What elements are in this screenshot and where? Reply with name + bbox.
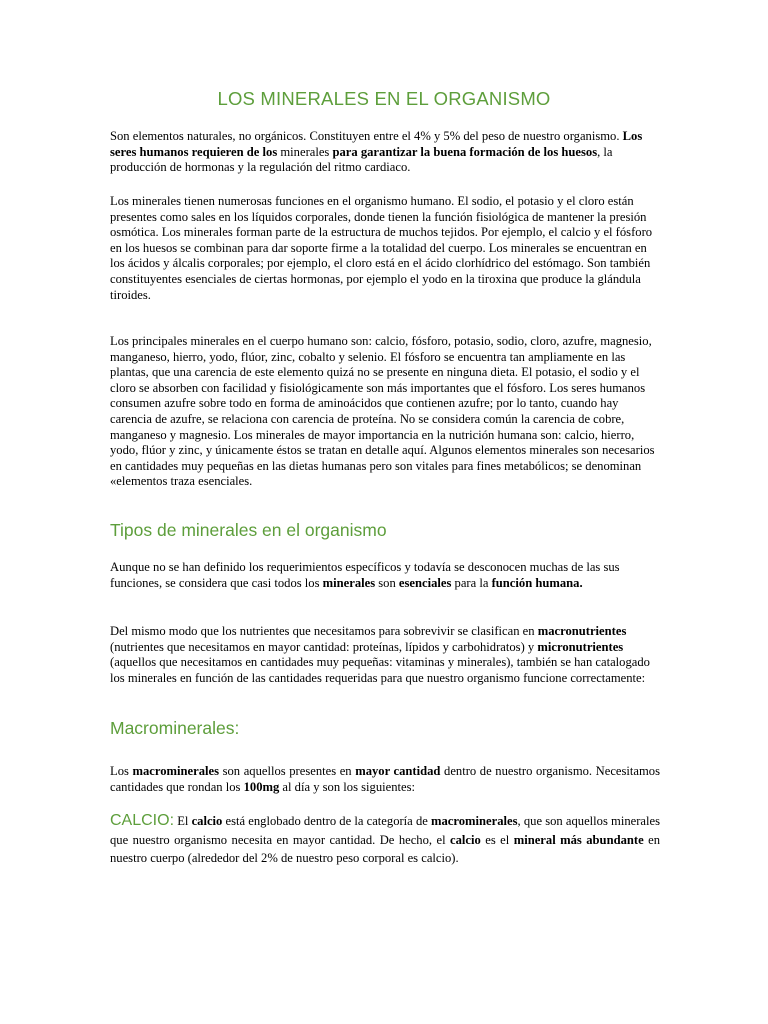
bold-text: macrominerales [431,814,518,828]
document-title: LOS MINERALES EN EL ORGANISMO [217,88,551,109]
text-run: al día y son los siguientes: [279,779,416,794]
text-run: minerales [277,144,333,159]
bold-text: macronutrientes [537,624,627,638]
section-heading-macrominerales: Macrominerales: [110,718,240,738]
bold-text: 100mg [243,779,280,794]
text-run: para la [451,575,492,590]
text-run: Los [110,764,133,778]
bold-text: calcio [450,832,481,847]
text-run: es el [480,832,514,847]
bold-text: mayor cantidad [355,764,441,778]
calcio-label: CALCIO: [110,812,175,829]
bold-text: función humana. [491,575,583,590]
functions-paragraph: Los minerales tienen numerosas funciones en el organismo humano. El sodio, el potasio y el cloro están presentes como sales en los líquidos corporales, donde tienen la función fisiológica de mantener la presión osmótica. Los minerales forman parte de la estructura de muchos tejidos. Por ejemplo, el calcio y el fósforo en los huesos se combinan para dar soporte firme a la totalidad del cuerpo. Los minerales se encuentran en los ácidos y álcalis corporales; por ejemplo, el cloro está en el ácido clorhídrico del estómago. Son también constituyentes esenciales de ciertas hormonas, por ejemplo el yodo en la tiroxina que produce la glándula tiroides. [110,194,653,302]
classification-paragraph [110,624,660,686]
intro-paragraph [110,129,660,176]
bold-text: esenciales [398,575,452,590]
text-run: (nutrientes que necesitamos en mayor cantidad: proteínas, lípidos y carbohidratos) y [110,639,538,654]
bold-text: minerales [322,575,376,590]
bold-text: calcio [191,814,223,828]
text-run: dentro de nuestro organismo. Necesitamos cantidades que rondan los [110,764,660,794]
bold-text: macrominerales [132,764,219,778]
text-run: El [174,814,192,828]
text-run: , que son aquellos minerales que nuestro organismo necesita en mayor cantidad. De hecho, el [110,814,660,847]
text-run: son [375,575,399,590]
text-run: está englobado dentro de la categoría de [222,814,432,828]
calcio-paragraph [110,812,660,868]
bold-text: mineral más abundante [513,832,644,847]
requirements-paragraph [110,560,660,591]
bold-text: para garantizar la buena formación de los huesos [332,144,598,159]
text-run: Del mismo modo que los nutrientes que necesitamos para sobrevivir se clasifican en [110,624,538,638]
text-run: son aquellos presentes en [219,764,356,778]
macrominerales-paragraph [110,764,660,795]
principal-minerals-paragraph: Los principales minerales en el cuerpo humano son: calcio, fósforo, potasio, sodio, cloro, azufre, magnesio, manganeso, hierro, yodo, flúor, zinc, cobalto y selenio. El fósforo se encuentra tan ampliamente en las plantas, que una carencia de este elemento quizá no se presente en ninguna dieta. El potasio, el sodio y el cloro se absorben con facilidad y fisiológicamente son más importantes que el fósforo. Los seres humanos consumen azufre sobre todo en forma de aminoácidos que contienen azufre; por lo tanto, cuando hay carencia de azufre, se relaciona con carencia de proteína. No se considera común la carencia de cobre, manganeso y magnesio. Los minerales de mayor importancia en la nutrición humana son: calcio, hierro, yodo, flúor y zinc, y únicamente éstos se tratan en detalle aquí. Algunos elementos minerales son necesarios en cantidades muy pequeñas en las dietas humanas pero son vitales para fines metabólicos; se denominan «elementos traza esenciales. [110,334,655,489]
text-run: (aquellos que necesitamos en cantidades muy pequeñas: vitaminas y minerales), también se han catalogado los minerales en función de las cantidades requeridas para que nuestro organismo funcione correctamente: [110,655,650,685]
section-heading-tipos: Tipos de minerales en el organismo [110,520,387,540]
text-run: Aunque no se han definido los requerimientos específicos y todavía se desconocen muchas de las sus funciones, se considera que casi todos los [110,560,620,590]
bold-text: Los seres humanos requieren de los [110,129,643,159]
text-run: en nuestro cuerpo (alrededor del 2% de nuestro peso corporal es calcio). [110,832,660,865]
text-run: Son elementos naturales, no orgánicos. Constituyen entre el 4% y 5% del peso de nuestro organismo. [110,129,623,143]
text-run: , la producción de hormonas y la regulación del ritmo cardiaco. [110,144,613,175]
bold-text: micronutrientes [537,639,624,654]
